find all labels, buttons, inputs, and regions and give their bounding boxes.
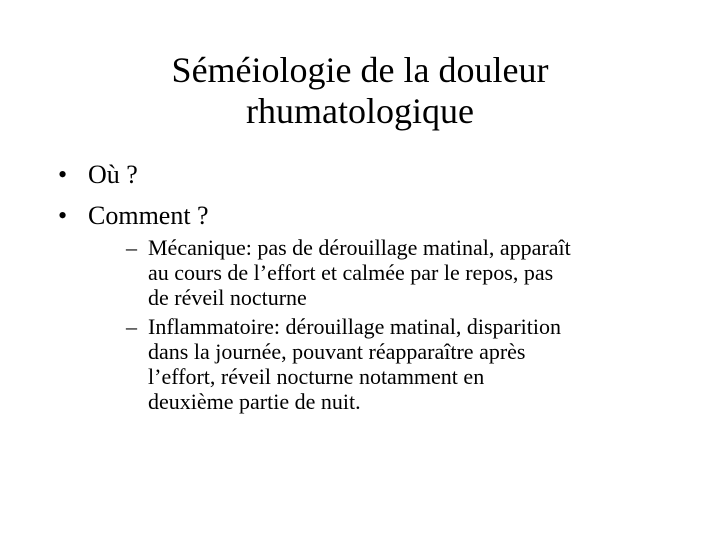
sub-bullet-line: Inflammatoire: dérouillage matinal, disparition	[148, 314, 561, 339]
bullet-item	[58, 201, 678, 414]
sub-bullet-line: dans la journée, pouvant réapparaître après	[148, 339, 526, 364]
sub-bullet-list	[128, 235, 678, 414]
bullet-list	[58, 160, 678, 425]
slide-title	[60, 50, 660, 132]
bullet-marker: •	[58, 201, 68, 230]
bullet-text: Comment ?	[88, 201, 209, 230]
bullet-text: Où ?	[88, 160, 138, 189]
sub-bullet-item	[128, 235, 678, 310]
sub-bullet-line: au cours de l’effort et calmée par le repos, pas	[148, 260, 554, 285]
bullet-marker: •	[58, 160, 68, 189]
dash-marker: –	[126, 314, 137, 339]
title-line: rhumatologique	[246, 91, 474, 131]
title-line: Séméiologie de la douleur	[171, 50, 549, 90]
dash-marker: –	[126, 235, 137, 260]
sub-bullet-line: l’effort, réveil nocturne notamment en	[148, 364, 485, 389]
sub-bullet-line: de réveil nocturne	[148, 285, 307, 310]
bullet-item	[58, 160, 678, 190]
sub-bullet-line: Mécanique: pas de dérouillage matinal, apparaît	[148, 235, 571, 260]
sub-bullet-item	[128, 314, 678, 414]
sub-bullet-line: deuxième partie de nuit.	[148, 389, 361, 414]
